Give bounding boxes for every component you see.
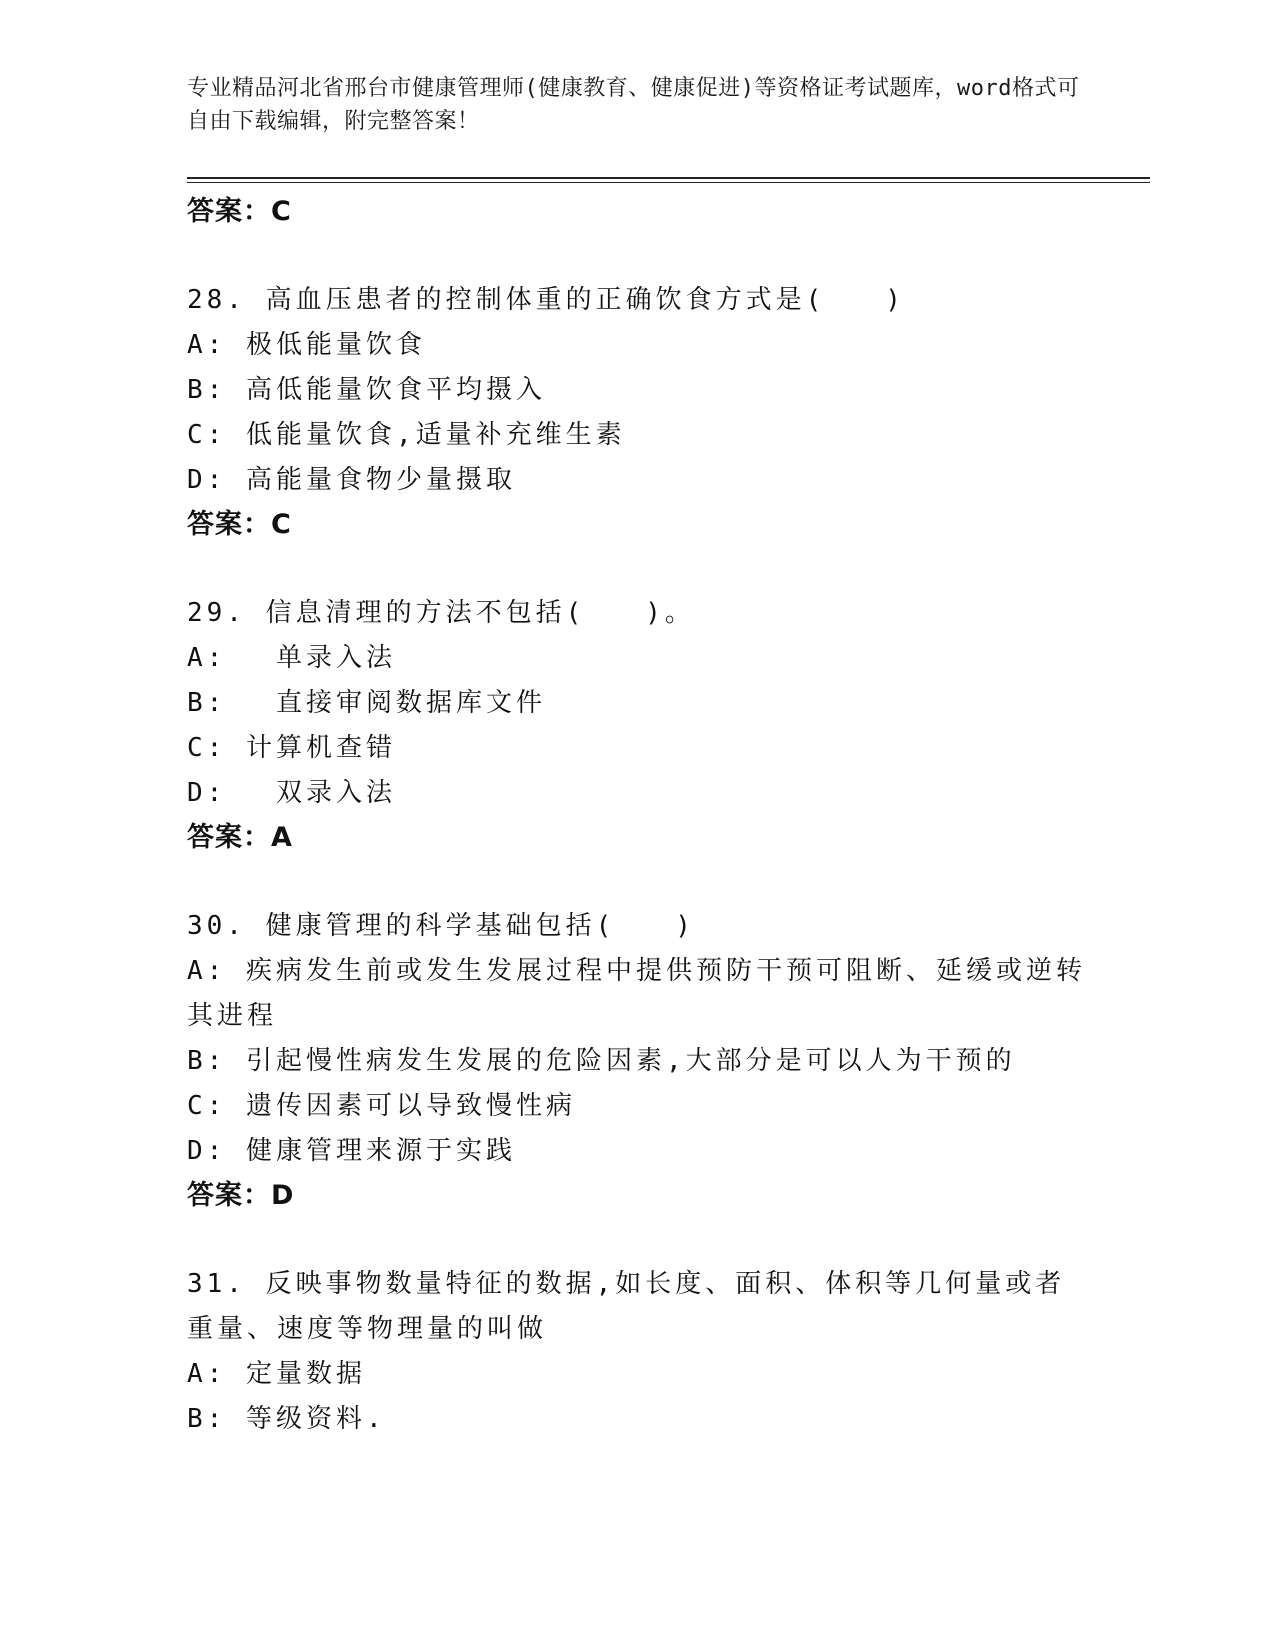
header-rule-thick: [187, 177, 1150, 179]
option-b: B: 等级资料.: [187, 1404, 386, 1434]
option-a: A: 单录入法: [187, 643, 396, 673]
question-30: [187, 904, 1087, 1218]
header-rule-thin: [187, 182, 1150, 183]
question-stem: 31. 反映事物数量特征的数据,如长度、面积、体积等几何量或者重量、速度等物理量的叫做: [187, 1269, 1066, 1344]
option-b: B: 高低能量饮食平均摄入: [187, 375, 546, 405]
option-c: C: 计算机查错: [187, 733, 396, 763]
question-list: [187, 190, 1087, 1442]
page-header-text: 专业精品河北省邢台市健康管理师(健康教育、健康促进)等资格证考试题库，word格式可自由下载编辑，附完整答案！: [187, 76, 1080, 134]
option-d: D: 高能量食物少量摄取: [187, 465, 516, 495]
answer-line: 答案：C: [187, 196, 292, 227]
option-b: B: 直接审阅数据库文件: [187, 688, 546, 718]
answer-line: 答案：D: [187, 1180, 295, 1211]
option-a: A: 疾病发生前或发生发展过程中提供预防干预可阻断、延缓或逆转其进程: [187, 956, 1086, 1031]
option-a: A: 定量数据: [187, 1359, 366, 1389]
question-stem: 28. 高血压患者的控制体重的正确饮食方式是( ): [187, 285, 905, 315]
answer-line: 答案：A: [187, 822, 293, 853]
question-29: [187, 591, 1087, 860]
option-a: A: 极低能量饮食: [187, 330, 426, 360]
question-28: [187, 278, 1087, 547]
question-31: [187, 1262, 1087, 1442]
option-b: B: 引起慢性病发生发展的危险因素,大部分是可以人为干预的: [187, 1046, 1016, 1076]
answer-line: 答案：C: [187, 509, 292, 540]
option-c: C: 遗传因素可以导致慢性病: [187, 1091, 576, 1121]
option-d: D: 双录入法: [187, 778, 396, 808]
option-d: D: 健康管理来源于实践: [187, 1136, 516, 1166]
option-c: C: 低能量饮食,适量补充维生素: [187, 420, 626, 450]
question-stem: 30. 健康管理的科学基础包括( ): [187, 911, 695, 941]
question-stem: 29. 信息清理的方法不包括( )。: [187, 598, 695, 628]
